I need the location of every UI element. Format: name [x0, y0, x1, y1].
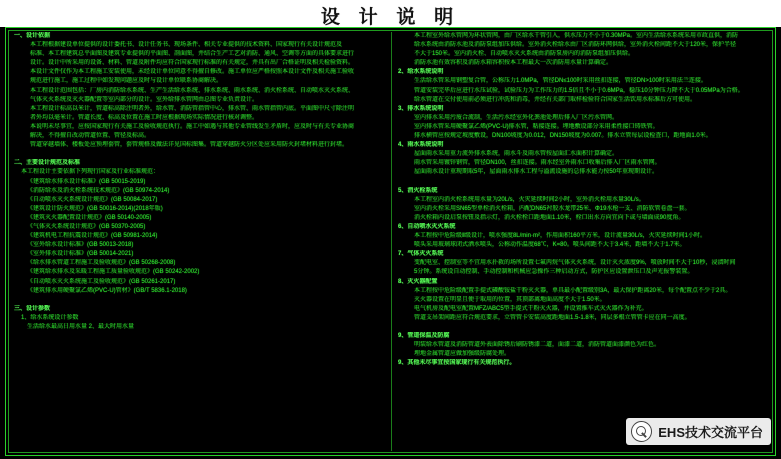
body-line: 本工程室内消火栓系统用水量为20L/s，火灾延续时间2小时，室外消火栓用水量30L/s。	[414, 196, 645, 203]
body-line: 《自动喷水灭火系统设计规范》(GB 50084-2017)	[27, 196, 158, 203]
body-line: 埋地金属管道应做加强级防腐处理。	[414, 351, 511, 358]
body-line: 排水横管应按规定坡度敷设，DN100坡度为0.012，DN150坡度为0.007。排水立管每层设检查口，距地面1.0米。	[414, 133, 712, 140]
body-line: 室内排水管采用硬聚氯乙烯(PVC-U)排水管，粘接连接。埋地敷设部分采用柔性接口铸铁管。	[414, 123, 659, 130]
body-line: 本工程设计主要依据下列现行国家及行业标准规范：	[21, 169, 160, 176]
body-line: 给水系统由消防水池及消防泵组加压供给。室外消火栓给水由厂区消防环网供给，室外消火栓间距不大于120米，保护半径	[414, 42, 737, 49]
section-heading: 2、给水系统说明	[398, 69, 444, 76]
body-line: 电气机房及配电室配置MFZ/ABC5型手提式干粉灭火器，并设置推车式灭火器作为补充。	[414, 305, 648, 312]
body-line: 标准、本工程建筑总平面图及建筑专业提供的平面图、剖面图，并结合生产工艺对消防、通风、空调等方面的具体要求进行	[30, 51, 355, 58]
body-line: 本工程根据建设单位提供的设计委托书、设计任务书、现场条件、相关专业提供的技术资料、国家现行有关设计规范及	[30, 42, 343, 49]
body-line: 管道安装完毕后应进行水压试验，试验压力为工作压力的1.5倍且不小于0.6MPa，稳压10分钟压力降不大于0.05MPa为合格。	[414, 87, 744, 94]
body-line: 生活给水最高日用水量 2、最大时用水量	[27, 324, 135, 330]
section-heading: 8、灭火器配置	[398, 278, 438, 285]
section-heading: 9、管道保温及防腐	[398, 333, 450, 340]
body-line: 明装给水管道及消防管道外表面除锈后刷防锈漆二道，面漆二道，消防管道面漆颜色为红色。	[414, 342, 661, 349]
section-heading: 7、气体灭火系统	[398, 251, 444, 258]
section-heading: 3、排水系统说明	[398, 105, 444, 112]
body-line: 本工程设计标高以米计，管道标高除注明者外，给水管、消防管指管中心，排水管、雨水管指管内底。平面图中尺寸除注明	[30, 105, 355, 112]
body-line: 设计。设计中所采用的设备、材料、管道及附件均应符合国家现行标准的有关规定，并具有出厂合格证明及相关检验资料。	[30, 60, 355, 67]
body-line	[14, 296, 386, 305]
section-heading: 6、自动喷水灭火系统	[398, 223, 456, 230]
watermark-label: EHS技术交流平台	[658, 425, 763, 440]
body-line: 《建筑给水排水及采暖工程施工质量验收规范》(GB 50242-2002)	[27, 269, 200, 276]
body-line: 不大于150米。室内消火栓、自动喷水灭火系统由消防泵房内的消防泵组加压供给。	[414, 51, 635, 58]
body-line: 《建筑设计防火规范》(GB 50016-2014)(2018年版)	[27, 205, 163, 212]
body-line: 消防水池有效容积及消防水箱容积按本工程最大一次消防用水量计算确定。	[414, 60, 613, 67]
right-text-column	[398, 32, 770, 368]
left-text-column	[14, 32, 386, 332]
body-line	[398, 323, 770, 332]
body-line: 《建筑排水用硬聚氯乙烯(PVC-U)管材》(GB/T 5836.1-2018)	[27, 287, 187, 294]
body-line: 灭火器设置在明显且便于取用的位置，其顶部离地面高度不大于1.50米。	[414, 296, 606, 303]
body-line: 生活给水管采用钢塑复合管，公称压力1.0MPa，管径DN≤100时采用丝扣连接，管径DN>100时采用法兰连接。	[414, 78, 707, 85]
body-line: 变配电室、控制室等不宜用水扑救的场所设置七氟丙烷气体灭火系统，设计灭火浓度9%，喷放时间不大于10秒，浸渍时间	[414, 260, 736, 267]
body-line: 《建筑给水排水设计标准》(GB 50015-2019)	[27, 178, 146, 185]
body-line: 者外均以毫米计。管道长度、标高及位置在施工时应根据现场实际情况进行核对调整。	[30, 114, 259, 121]
section-heading: 二、主要设计规范及标准	[14, 160, 81, 167]
body-line: 《室外排水设计标准》(GB 50014-2021)	[27, 251, 134, 258]
body-line: 本工程设计范围包括：厂房内消防给水系统、生产生活给水系统、排水系统、雨水系统、消火栓系统、自动喷水灭火系统、	[30, 87, 355, 94]
body-line: 《给水排水管道工程施工及验收规范》(GB 50268-2008)	[27, 260, 176, 267]
body-line: 《建筑灭火器配置设计规范》(GB 50140-2005)	[27, 214, 152, 221]
body-line: 本工程室外给水管网为环状管网，由厂区给水干管引入，供水压力不小于0.30MPa。室内生活给水系统采用市政直供，消防	[414, 33, 739, 39]
drawing-sheet-frame	[5, 27, 776, 456]
body-line: 解决，不得擅自改动管道位置、管径及标高。	[30, 133, 151, 140]
body-line: 本工程按中危险级Ⅱ级设计，喷水强度8L/min·m²，作用面积160平方米，设计流量30L/s，火灾延续时间1小时。	[414, 233, 706, 240]
body-line: 消火栓箱内设启泵按钮及指示灯，消火栓栓口距地面1.10米，栓口出水方向宜向下或与墙面成90度角。	[414, 214, 685, 221]
section-heading: 4、雨水系统说明	[398, 142, 444, 149]
body-line: 给水管道在交付使用前必须进行冲洗和消毒，并经有关部门取样检验符合国家生活饮用水标准后方可使用。	[414, 96, 697, 103]
body-line: 《气体灭火系统设计规范》(GB 50370-2005)	[27, 223, 146, 230]
circle-magnifier-icon	[631, 421, 652, 442]
section-heading: 9、其他未尽事宜按国家现行有关规范执行。	[398, 360, 516, 367]
body-line: 雨水管采用镀锌钢管，管径DN100，丝扣连接。雨水经室外雨水口收集后排入厂区雨水管网。	[414, 160, 661, 167]
watermark	[626, 418, 771, 445]
page-title: 设 计 说 明	[320, 7, 461, 28]
body-line: 《建筑机电工程抗震设计规范》(GB 50981-2014)	[27, 233, 158, 240]
body-line: 5分钟。系统设自动控制、手动控制和机械应急操作三种启动方式，防护区应设置泄压口及声光报警装置。	[414, 269, 694, 276]
body-line: 管道支吊架间距应符合规范要求，立管管卡安装高度距地面1.5-1.8米，同层多根立管管卡应在同一高度。	[414, 314, 691, 321]
body-line: 气体灭火系统及灭火器配置等室内部分的设计。室外给排水管网由总图专业负责设计。	[30, 96, 259, 103]
body-line	[14, 150, 386, 159]
body-line: 喷头采用玻璃球闭式洒水喷头，公称动作温度68℃，K=80。喷头间距不大于3.4米，距墙不大于1.7米。	[414, 242, 686, 249]
column-divider	[391, 32, 392, 451]
body-line: 《自动喷水灭火系统施工及验收规范》(GB 50261-2017)	[27, 278, 176, 285]
body-line: 本工程按中危险级配置手提式磷酸铵盐干粉灭火器，单具最小配置级别3A，最大保护距离20米，每个配置点不少于2具。	[414, 287, 732, 294]
section-heading: 5、消火栓系统	[398, 187, 438, 194]
body-line: 室内消火栓采用SN65型单栓消火栓箱，内配DN65衬胶水龙带25米、Φ19水枪一支、消防软管卷盘一套。	[414, 205, 691, 212]
body-line: 屋面雨水采用重力流外排水系统，雨水斗及雨水管按屋面汇水面积计算确定。	[414, 151, 619, 158]
body-line: 室内排水采用污废合流制，生活污水经室外化粪池处理后排入厂区污水管网。	[414, 114, 619, 121]
body-line: 本设计文件仅作为本工程施工安装使用，未经设计单位同意不得擅自修改。施工单位应严格按照本设计文件及相关施工验收	[30, 69, 355, 76]
body-line: 屋面雨水设计重现期取5年，屋面雨水排水工程与溢流设施的总排水能力按50年重现期设计。	[414, 169, 659, 176]
title-band	[0, 0, 781, 27]
body-line: 本说明未尽事宜，应按国家现行有关施工及验收规范执行。施工中如遇与其他专业管线发生矛盾时，应及时与有关专业协商	[30, 123, 355, 130]
body-line: 管道穿越墙体、楼板处应预埋套管，套管规格及做法详见国标图集。管道穿越防火分区处应采用防火封堵材料进行封堵。	[30, 142, 349, 149]
section-heading: 三、设计参数	[14, 305, 51, 312]
body-line: 《室外给水设计标准》(GB 50013-2018)	[27, 242, 134, 249]
body-line: 规范进行施工，施工过程中如发现问题应及时与设计单位联系协商解决。	[30, 78, 223, 85]
body-line: 1、给水系统设计参数	[21, 314, 79, 321]
body-line	[398, 178, 770, 187]
section-heading: 一、设计依据	[14, 33, 51, 39]
body-line: 《消防给水及消火栓系统技术规范》(GB 50974-2014)	[27, 187, 170, 194]
